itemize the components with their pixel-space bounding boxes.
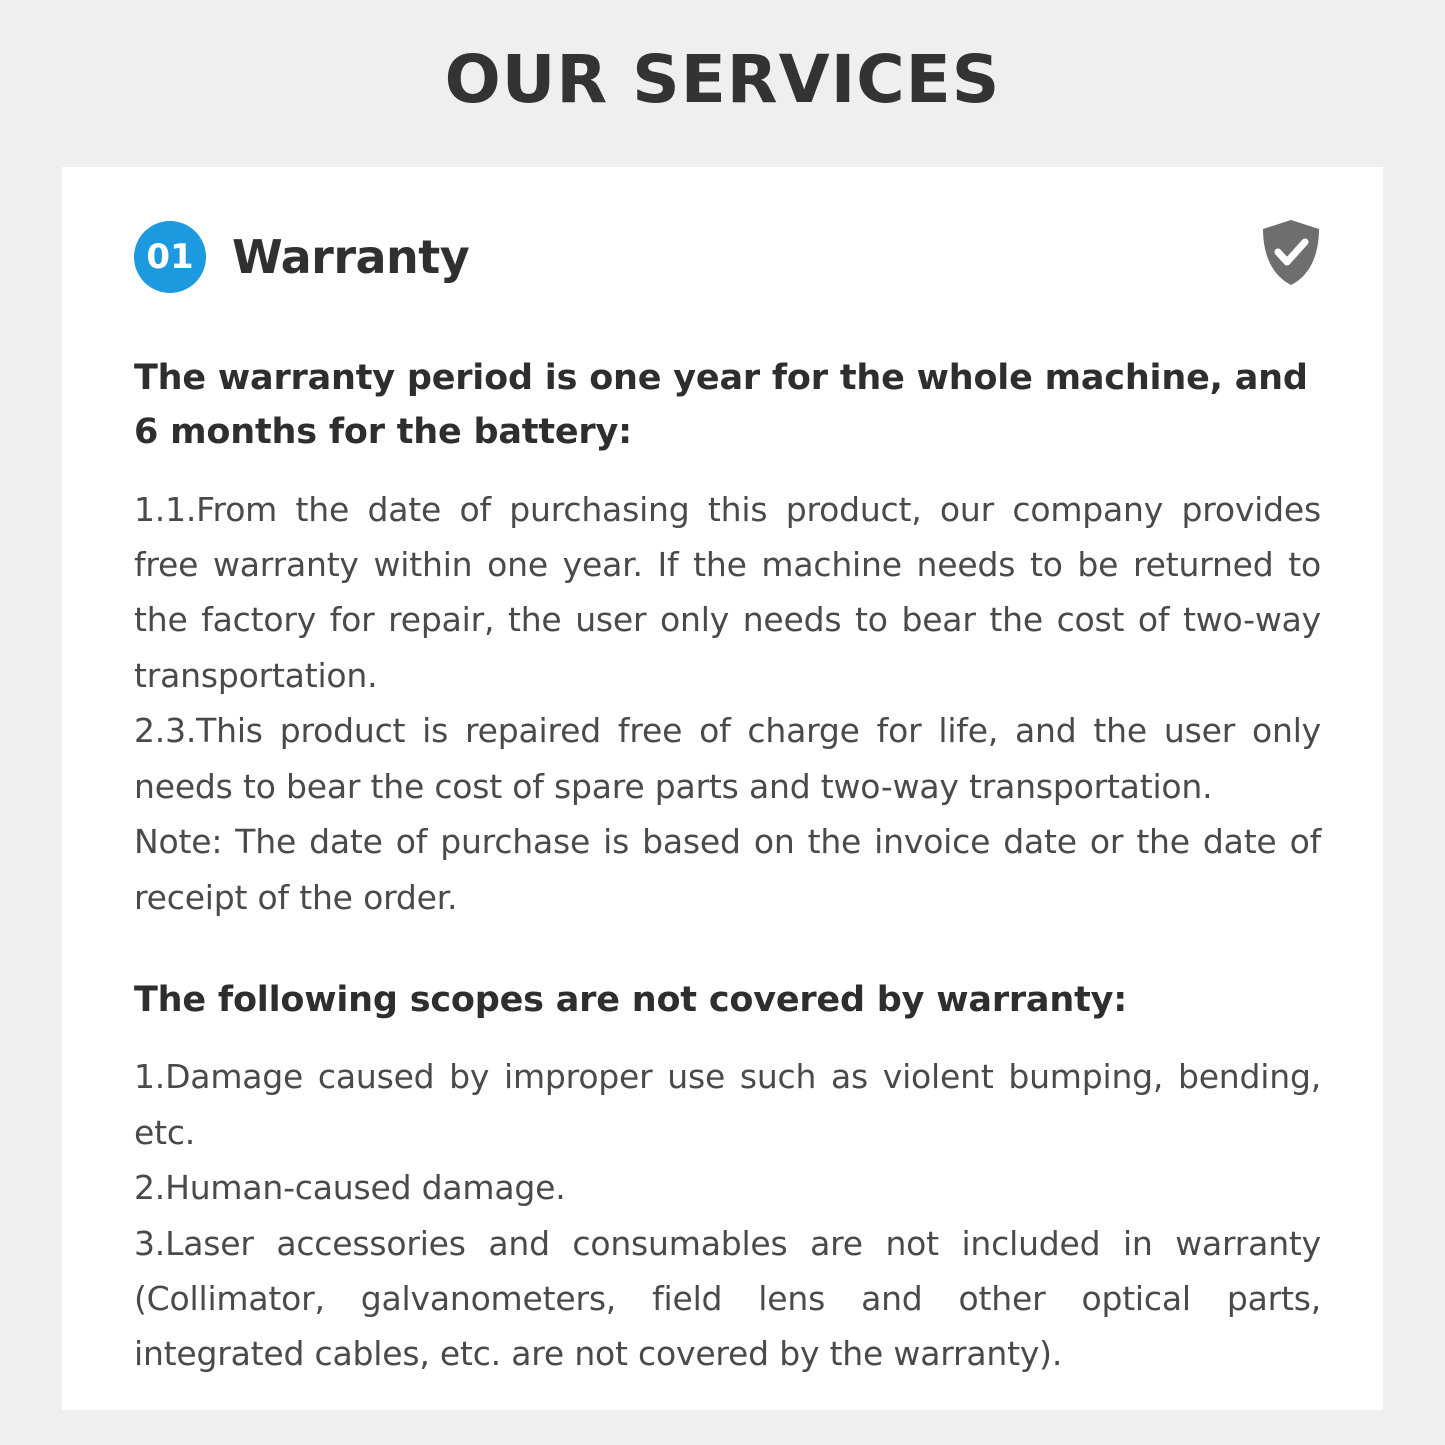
warranty-item-1: 1.1.From the date of purchasing this product, our company provides free warranty within one year. If the machine needs to be returned to the factory for repair, the user only needs to bear the cost of two-way transportation. [134, 489, 1321, 695]
section-number-badge: 01 [134, 221, 206, 293]
section-title: Warranty [232, 230, 470, 284]
page-title: OUR SERVICES [444, 41, 1001, 118]
section-header [134, 211, 1321, 303]
shield-check-icon [1261, 219, 1321, 287]
section-spacer [134, 925, 1321, 973]
exclusion-item-1: 1.Damage caused by improper use such as violent bumping, bending, etc. [134, 1057, 1321, 1152]
warranty-item-2: 2.3.This product is repaired free of charge for life, and the user only needs to bear the cost of spare parts and two-way transportation. [134, 711, 1321, 806]
warranty-heading: The warranty period is one year for the whole machine, and 6 months for the battery: [134, 358, 1308, 453]
warranty-card [62, 167, 1383, 1410]
exclusions-heading: The following scopes are not covered by warranty: [134, 980, 1128, 1020]
exclusion-item-2: 2.Human-caused damage. [134, 1168, 566, 1208]
exclusion-item-3: 3.Laser accessories and consumables are not included in warranty (Collimator, galvanometers, field lens and other optical parts, integrated cables, etc. are not covered by the warranty). [134, 1223, 1321, 1374]
card-content [62, 167, 1383, 1382]
warranty-note: Note: The date of purchase is based on the invoice date or the date of receipt of the order. [134, 822, 1321, 917]
